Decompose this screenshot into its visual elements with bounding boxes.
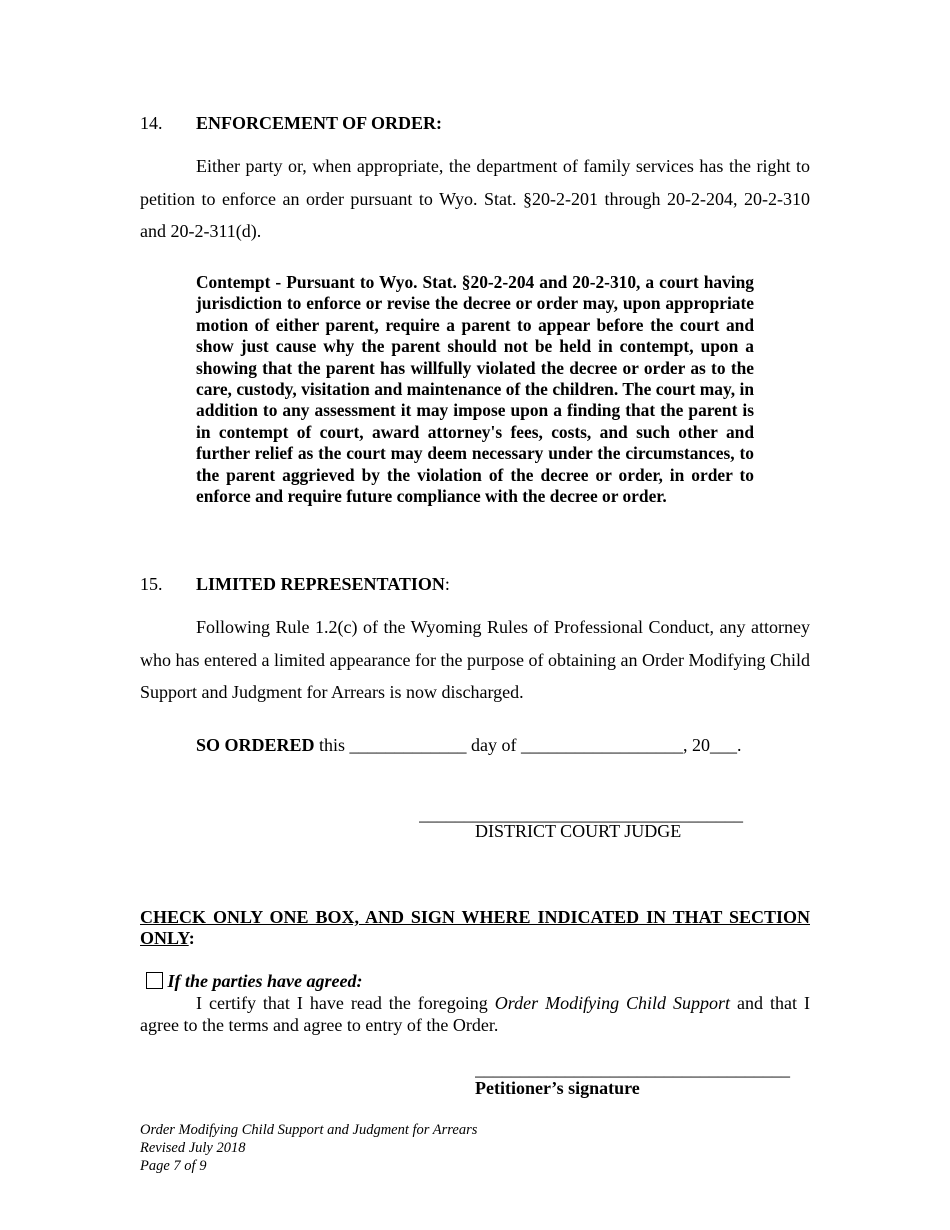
so-ordered-line — [196, 735, 742, 756]
section-title: ENFORCEMENT OF ORDER: — [196, 113, 443, 133]
day-blank[interactable]: _____________ — [349, 735, 467, 755]
period: . — [737, 735, 742, 755]
section-14-paragraph: Either party or, when appropriate, the department of family services has the right to petition to enforce an order pursuant to Wyo. Stat. §20-2-201 through 20-2-204, 20-2-310 and 20-2-311(d). — [140, 156, 810, 241]
year-blank[interactable]: ___ — [710, 735, 738, 755]
judge-signature-line[interactable]: ____________________________________ — [419, 804, 743, 824]
section-title-suffix: : — [444, 574, 450, 594]
certify-statement — [140, 992, 810, 1036]
certify-text-post: and that I agree to the terms and agree to entry of the Order. — [140, 993, 810, 1035]
so-ordered-text: this — [314, 735, 350, 755]
section-title: LIMITED REPRESENTATION — [196, 574, 445, 594]
section-number: 15. — [140, 574, 163, 594]
day-of-text: day of — [466, 735, 522, 755]
certify-text-pre: I certify that I have read the foregoing — [196, 993, 495, 1013]
agreed-checkbox[interactable] — [146, 972, 163, 989]
page-footer — [140, 1121, 477, 1175]
so-ordered-label: SO ORDERED — [196, 735, 315, 755]
petitioner-signature-label: Petitioner’s signature — [475, 1078, 640, 1098]
footer-doc-title: Order Modifying Child Support and Judgment for Arrears — [140, 1122, 478, 1138]
year-prefix: , 20 — [683, 735, 711, 755]
check-instruction-suffix: : — [188, 928, 195, 948]
check-instruction — [140, 907, 810, 949]
judge-label: DISTRICT COURT JUDGE — [475, 821, 682, 841]
check-instruction-text: CHECK ONLY ONE BOX, AND SIGN WHERE INDICATED IN THAT SECTION ONLY — [140, 907, 810, 948]
month-blank[interactable]: __________________ — [521, 735, 684, 755]
footer-revised: Revised July 2018 — [140, 1140, 246, 1156]
footer-page-number: Page 7 of 9 — [140, 1158, 207, 1174]
petitioner-signature-line[interactable]: ___________________________________ — [475, 1059, 790, 1079]
agreed-option — [146, 971, 362, 992]
contempt-notice: Contempt - Pursuant to Wyo. Stat. §20-2-204 and 20-2-310, a court having jurisdiction to enforce or revise the decree or order may, upon appropriate motion of either parent, require a parent to appear before the court and show just cause why the parent should not be held in contempt, upon a showing that the parent has willfully violated the decree or order as to the care, custody, visitation and maintenance of the children. The court may, in addition to any assessment it may impose upon a finding that the parent is in contempt of court, award attorney's fees, costs, and such other and further relief as the court may deem necessary under the circumstances, to the parent aggrieved by the violation of the decree or order, in order to enforce and require future compliance with the decree or order. — [196, 272, 754, 507]
agreed-label: If the parties have agreed: — [167, 971, 363, 991]
section-15-paragraph: Following Rule 1.2(c) of the Wyoming Rules of Professional Conduct, any attorney who has entered a limited appearance for the purpose of obtaining an Order Modifying Child Support and Judgment for Arrears is now discharged. — [140, 617, 810, 702]
section-number: 14. — [140, 113, 163, 133]
certify-doc-title: Order Modifying Child Support — [494, 993, 731, 1013]
